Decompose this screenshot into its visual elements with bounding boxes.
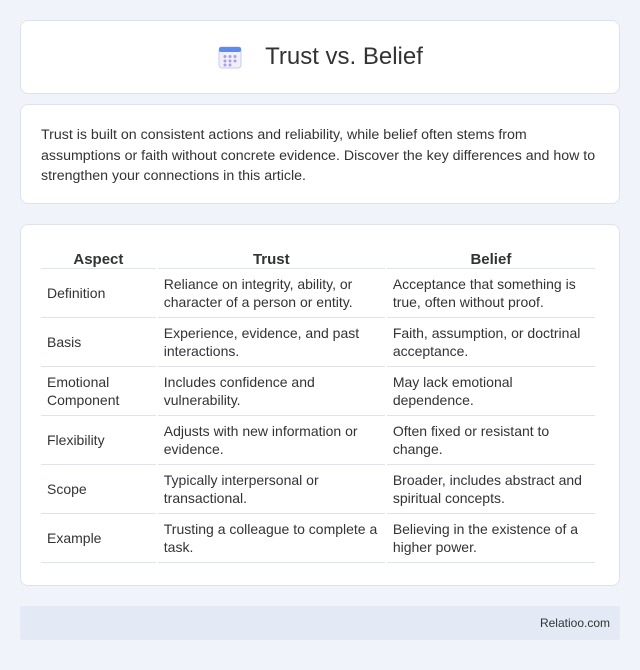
- table-row: [41, 318, 595, 367]
- trust-cell: Experience, evidence, and past interactions.: [158, 318, 385, 367]
- belief-cell: May lack emotional dependence.: [387, 367, 595, 416]
- aspect-cell: Emotional Component: [41, 367, 156, 416]
- belief-cell: Often fixed or resistant to change.: [387, 416, 595, 465]
- header-trust: Trust: [158, 247, 385, 269]
- intro-card: [20, 104, 620, 204]
- table-row: [41, 416, 595, 465]
- belief-cell: Acceptance that something is true, often without proof.: [387, 269, 595, 318]
- table-row: [41, 514, 595, 563]
- aspect-cell: Definition: [41, 269, 156, 318]
- page-title: Trust vs. Belief: [265, 43, 423, 70]
- aspect-cell: Scope: [41, 465, 156, 514]
- aspect-cell: Flexibility: [41, 416, 156, 465]
- header-aspect: Aspect: [41, 247, 156, 269]
- intro-paragraph: Trust is built on consistent actions and reliability, while belief often stems from assumptions or faith without concrete evidence. Discover the key differences and how to strengthen your connections in this article.: [41, 127, 596, 184]
- belief-cell: Broader, includes abstract and spiritual concepts.: [387, 465, 595, 514]
- trust-cell: Trusting a colleague to complete a task.: [158, 514, 385, 563]
- belief-cell: Believing in the existence of a higher power.: [387, 514, 595, 563]
- comparison-table: [39, 247, 597, 563]
- trust-cell: Includes confidence and vulnerability.: [158, 367, 385, 416]
- table-row: [41, 269, 595, 318]
- title-card: [20, 20, 620, 94]
- trust-cell: Typically interpersonal or transactional.: [158, 465, 385, 514]
- comparison-card: [20, 224, 620, 586]
- calendar-icon: [217, 44, 243, 70]
- aspect-cell: Example: [41, 514, 156, 563]
- footer: [20, 606, 620, 640]
- table-row: [41, 465, 595, 514]
- table-header-row: [41, 247, 595, 269]
- aspect-cell: Basis: [41, 318, 156, 367]
- belief-cell: Faith, assumption, or doctrinal acceptance.: [387, 318, 595, 367]
- header-belief: Belief: [387, 247, 595, 269]
- table-row: [41, 367, 595, 416]
- trust-cell: Adjusts with new information or evidence.: [158, 416, 385, 465]
- trust-cell: Reliance on integrity, ability, or character of a person or entity.: [158, 269, 385, 318]
- footer-site-link[interactable]: Relatioo.com: [539, 616, 610, 630]
